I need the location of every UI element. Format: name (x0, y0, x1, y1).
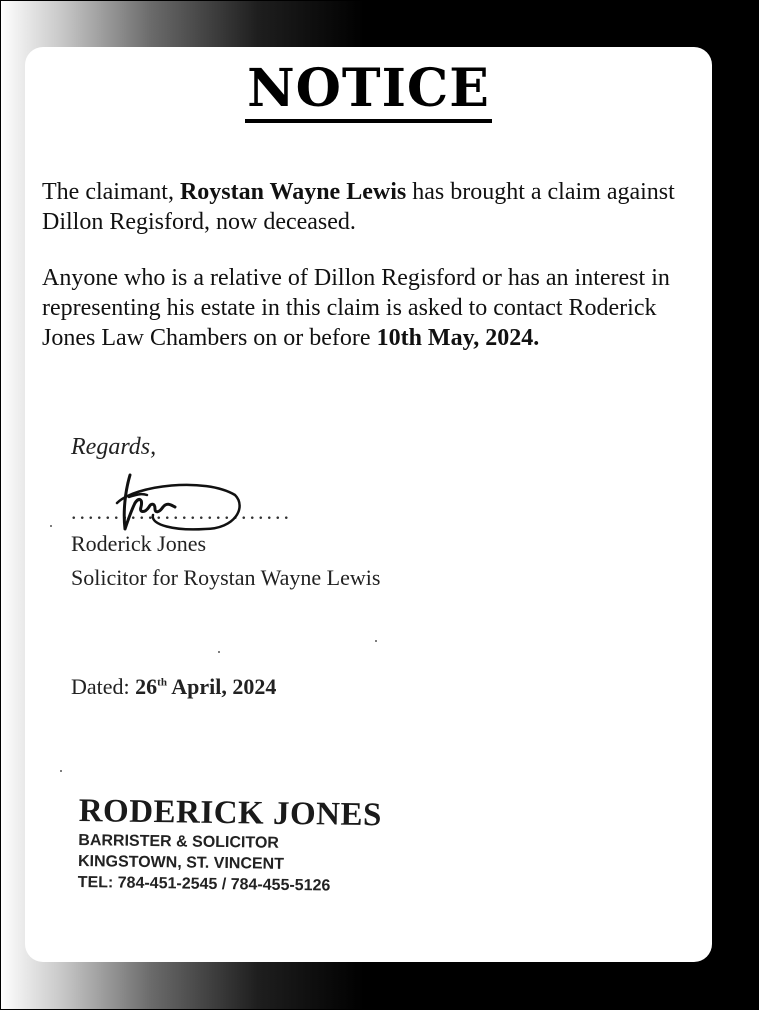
claim-paragraph (42, 177, 702, 237)
stamp-phone: TEL: 784-451-2545 / 784-455-5126 (77, 873, 331, 895)
closing-regards: Regards, (71, 434, 157, 460)
signature-image (95, 467, 245, 537)
signature-line: .......................... (71, 499, 292, 524)
title-wrapper (25, 58, 712, 123)
date-line (71, 674, 276, 700)
dated-suffix: th (157, 676, 167, 689)
scan-speck (60, 770, 62, 772)
deadline-date: 10th May, 2024. (376, 325, 540, 351)
stamp-role: BARRISTER & SOLICITOR (78, 831, 280, 852)
signatory-title: Solicitor for Roystan Wayne Lewis (71, 565, 381, 590)
claim-prefix: The claimant, (42, 179, 180, 205)
contact-text: Anyone who is a relative of Dillon Regisford or has an interest in representing his estate in this claim is asked to contact Roderick Jones Law Chambers on or before (42, 265, 670, 351)
claimant-name: Roystan Wayne Lewis (179, 179, 407, 205)
notice-card (25, 47, 712, 962)
scan-speck (375, 640, 377, 642)
scan-speck (50, 525, 52, 527)
stamp-name: RODERICK JONES (78, 792, 383, 834)
dated-label: Dated: (71, 674, 136, 699)
signatory-name: Roderick Jones (71, 531, 207, 556)
stamp-location: KINGSTOWN, ST. VINCENT (77, 852, 285, 873)
contact-paragraph (42, 263, 702, 353)
dated-day: 26 (135, 674, 158, 699)
law-office-stamp (78, 792, 383, 897)
notice-title: NOTICE (245, 61, 492, 123)
claim-suffix: has brought a claim against Dillon Regisford, now deceased. (42, 179, 675, 235)
dated-month-year: April, 2024 (166, 674, 277, 699)
scan-speck (218, 651, 220, 653)
